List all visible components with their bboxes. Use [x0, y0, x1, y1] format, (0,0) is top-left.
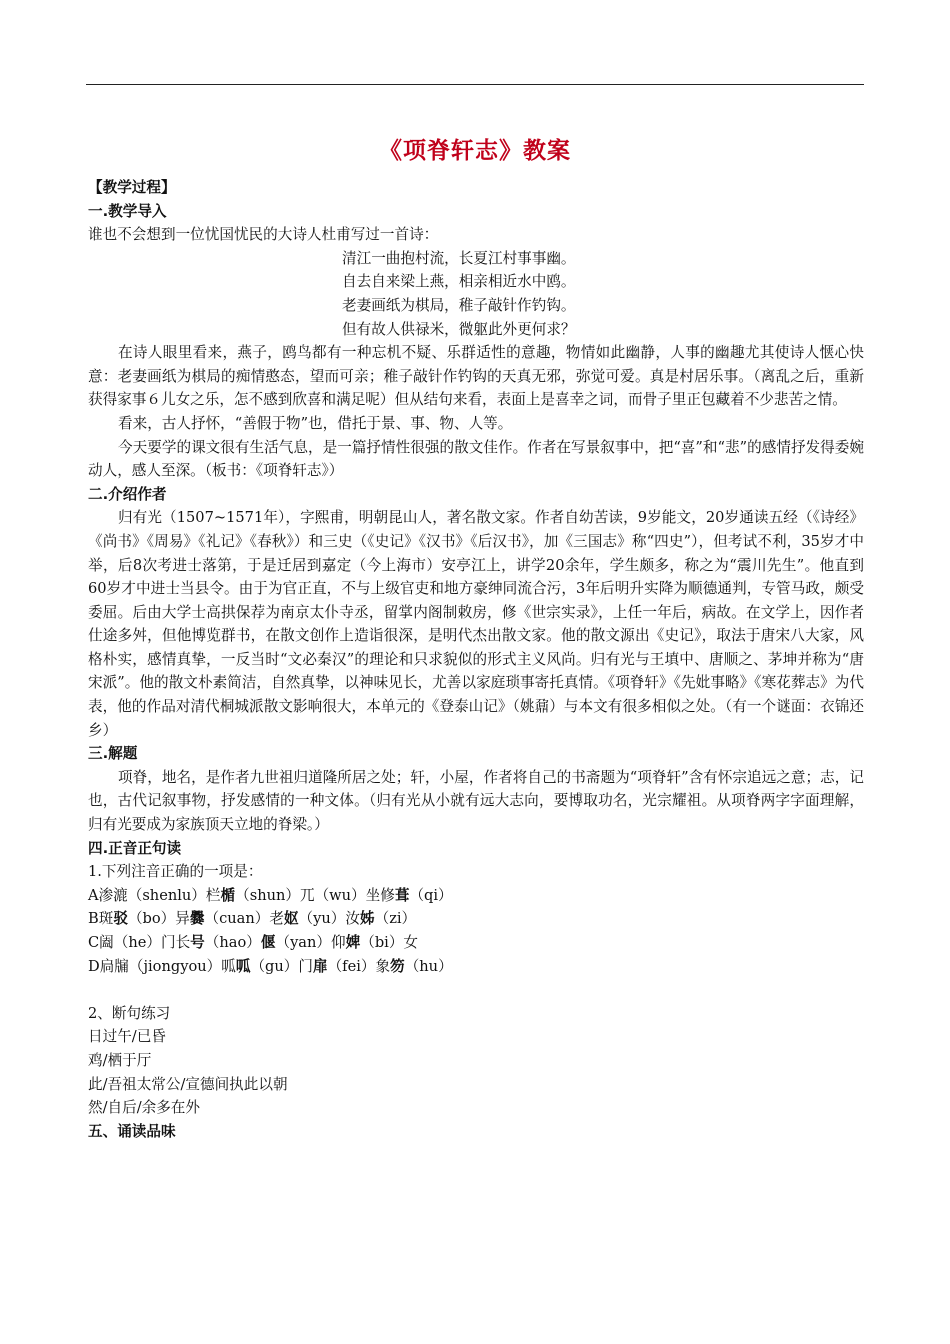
sentence-break-line: 鸡/栖于厅 [88, 1051, 152, 1069]
option-b: B斑驳（bo）异爨（cuan）老妪（yu）汝姊（zi） [88, 910, 417, 928]
sentence-break-line: 此/吾祖太常公/宣德间执此以朝 [88, 1075, 288, 1093]
section-heading-pronunciation: 四.正音正句读 [88, 839, 182, 857]
question-2: 2、断句练习 [88, 1004, 171, 1022]
intro-sentence: 谁也不会想到一位忧国忧民的大诗人杜甫写过一首诗： [88, 226, 439, 244]
section-heading-intro: 一.教学导入 [88, 202, 167, 220]
poem-line: 但有故人供禄米，微躯此外更何求？ [342, 320, 576, 338]
poem-line: 老妻画纸为棋局，稚子敲针作钓钩。 [342, 296, 576, 314]
section-heading-recitation: 五、诵读品味 [88, 1122, 176, 1140]
intro-paragraph: 在诗人眼里看来，燕子，鸥鸟都有一种忘机不疑、乐群适性的意趣，物情如此幽静，人事的幽趣尤其使诗人惬心快意：老妻画纸为棋局的痴情憨态，望而可亲；稚子敲针作钓钩的天真无邪，弥觉可爱。真是村居乐事。（离乱之后，重新获得家事６儿女之乐，怎不感到欣喜和满足呢）但从结句来看，表面上是喜幸之词，而骨子里正包藏着不少悲苦之情。 [88, 344, 864, 409]
intro-paragraph: 看来，古人抒怀，“善假于物”也，借托于景、事、物、人等。 [118, 414, 513, 432]
sentence-break-line: 然/自后/余多在外 [88, 1099, 200, 1117]
poem-line: 清江一曲抱村流，长夏江村事事幽。 [342, 249, 576, 267]
header-rule [86, 84, 864, 85]
option-c: C阖（he）门长号（hao）偃（yan）仰婢（bi）女 [88, 934, 419, 951]
poem-line: 自去自来梁上燕，相亲相近水中鸥。 [342, 273, 576, 291]
blank-line [88, 978, 864, 1002]
sentence-break-line: 日过午/已昏 [88, 1028, 166, 1046]
intro-paragraph: 今天要学的课文很有生活气息，是一篇抒情性很强的散文佳作。作者在写景叙事中，把“喜”和“悲”的感情抒发得委婉动人，感人至深。（板书：《项脊轩志》） [88, 438, 864, 480]
question-1: 1.下列注音正确的一项是： [88, 863, 263, 881]
option-a: A渗漉（shenlu）栏楯（shun）兀（wu）坐修葺（qi） [88, 886, 453, 904]
title-explanation-paragraph: 项脊，地名，是作者九世祖归道隆所居之处；轩，小屋，作者将自己的书斋题为“项脊轩”含有怀宗追远之意；志，记也，古代记叙事物，抒发感情的一种文体。（归有光从小就有远大志向，要博取功名，光宗耀祖。从项脊两字字面理解，归有光要成为家族顶天立地的脊梁。） [88, 768, 864, 834]
section-heading-title-explanation: 三.解题 [88, 745, 138, 763]
document-body [88, 176, 864, 1143]
option-d: D扃牖（jiongyou）呱呱（gu）门扉（fei）象笏（hu） [88, 957, 453, 975]
section-label-teaching-process: 【教学过程】 [88, 179, 176, 196]
author-paragraph: 归有光（1507~1571年），字熙甫，明朝昆山人，著名散文家。作者自幼苦读，9岁能文，20岁通读五经（《诗经》《尚书》《周易》《礼记》《春秋》）和三史（《史记》《汉书》《后汉书》，加《三国志》称“四史”），但考试不利，35岁才中举，后8次考进士落第，于是迁居到嘉定（今上海市）安亭江上，讲学20余年，学生颇多，称之为“震川先生”。他直到60岁才中进士当县令。由于为官正直，不与上级官吏和地方豪绅同流合污，3年后明升实降为顺德通判，专管马政，颇受委屈。后由大学士高拱保荐为南京太仆寺丞，留掌内阁制敕房，修《世宗实录》，上任一年后，病故。在文学上，因作者仕途多舛，但他博览群书，在散文创作上造诣很深，是明代杰出散文家。他的散文源出《史记》，取法于唐宋八大家，风格朴实，感情真挚，一反当时“文必秦汉”的理论和只求貌似的形式主义风尚。归有光与王填中、唐顺之、茅坤并称为“唐宋派”。他的散文朴素简洁，自然真挚，以神味见长，尤善以家庭琐事寄托真情。《项脊轩》《先妣事略》《寒花葬志》为代表，他的作品对清代桐城派散文影响很大，本单元的《登泰山记》（姚鼐）与本文有很多相似之处。（有一个谜面：衣锦还乡） [88, 509, 864, 739]
section-heading-author: 二.介绍作者 [88, 485, 167, 503]
document-title: 《项脊轩志》教案 [379, 138, 571, 164]
